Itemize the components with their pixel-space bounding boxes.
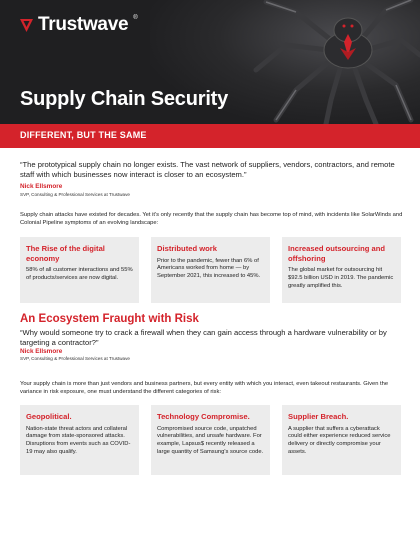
card-distributed-work (151, 237, 270, 303)
card-body: Compromised source code, unpatched vulnerabilities, and unsafe hardware. For example, Lapsus$ recently released a large quantity of Samsung's source code. (157, 425, 264, 455)
quote-1: “The prototypical supply chain no longer exists. The vast network of suppliers, vendors, contractors, and remote staff with which businesses now interact is closer to an ecosystem.” (20, 160, 395, 179)
card-outsourcing (282, 237, 401, 303)
card-title: Distributed work (157, 244, 217, 253)
card-digital-economy (20, 237, 139, 303)
banner-text: DIFFERENT, BUT THE SAME (20, 130, 147, 140)
card-body: The global market for outsourcing hit $92.5 billion USD in 2019. The pandemic greatly amplified this. (288, 267, 394, 289)
card-title: Increased outsourcing and offshoring (288, 244, 386, 263)
card-body: 58% of all customer interactions and 55% of products/services are now digital. (26, 267, 133, 281)
quote-2-author: Nick Ellsmore (20, 348, 63, 355)
page-title: Supply Chain Security (20, 88, 229, 110)
hero-header (0, 0, 420, 124)
card-body: Nation-state threat actors and collateral damage from state-sponsored attacks. Disruptions from events such as COVID-19 may also qualify. (26, 425, 131, 455)
quote-2: “Why would someone try to crack a firewall when they can gain access through a hardware vulnerability or by targeting a contractor?” (20, 328, 387, 347)
quote-1-author: Nick Ellsmore (20, 183, 63, 190)
card-geopolitical (20, 405, 139, 475)
logo-text: Trustwave (38, 14, 129, 35)
card-technology-compromise (151, 405, 270, 475)
trustwave-logo (20, 14, 138, 36)
card-supplier-breach (282, 405, 401, 475)
subtitle-banner (0, 124, 420, 148)
trustwave-logo-icon (20, 19, 33, 32)
section-heading-risk: An Ecosystem Fraught with Risk (20, 313, 199, 325)
robot-spider-illustration (236, 0, 420, 124)
intro-paragraph: Supply chain attacks have existed for decades. Yet it's only recently that the supply chain has become top of mind, with incidents like SolarWinds and Colonial Pipeline symptoms of an evolving landscape: (20, 212, 403, 226)
card-title: Supplier Breach. (288, 412, 349, 421)
card-body: A supplier that suffers a cyberattack could either experience reduced service delivery or directly compromise your assets. (288, 425, 391, 455)
risk-paragraph: Your supply chain is more than just vendors and business partners, but every entity with which you interact, even takeout restaurants. Given the variance in risk exposure, one must understand the different categories of risk: (20, 381, 389, 395)
card-title: Geopolitical. (26, 412, 72, 421)
logo-registered-mark: ® (133, 15, 138, 21)
card-title: The Rise of the digital economy (26, 244, 105, 263)
card-body: Prior to the pandemic, fewer than 6% of Americans worked from home — by September 2021, this increased to 45%. (157, 257, 261, 280)
quote-1-author-role: SVP, Consulting & Professional Services at Trustwave (20, 192, 130, 197)
quote-2-author-role: SVP, Consulting & Professional Services at Trustwave (20, 356, 130, 361)
card-title: Technology Compromise. (157, 412, 250, 421)
